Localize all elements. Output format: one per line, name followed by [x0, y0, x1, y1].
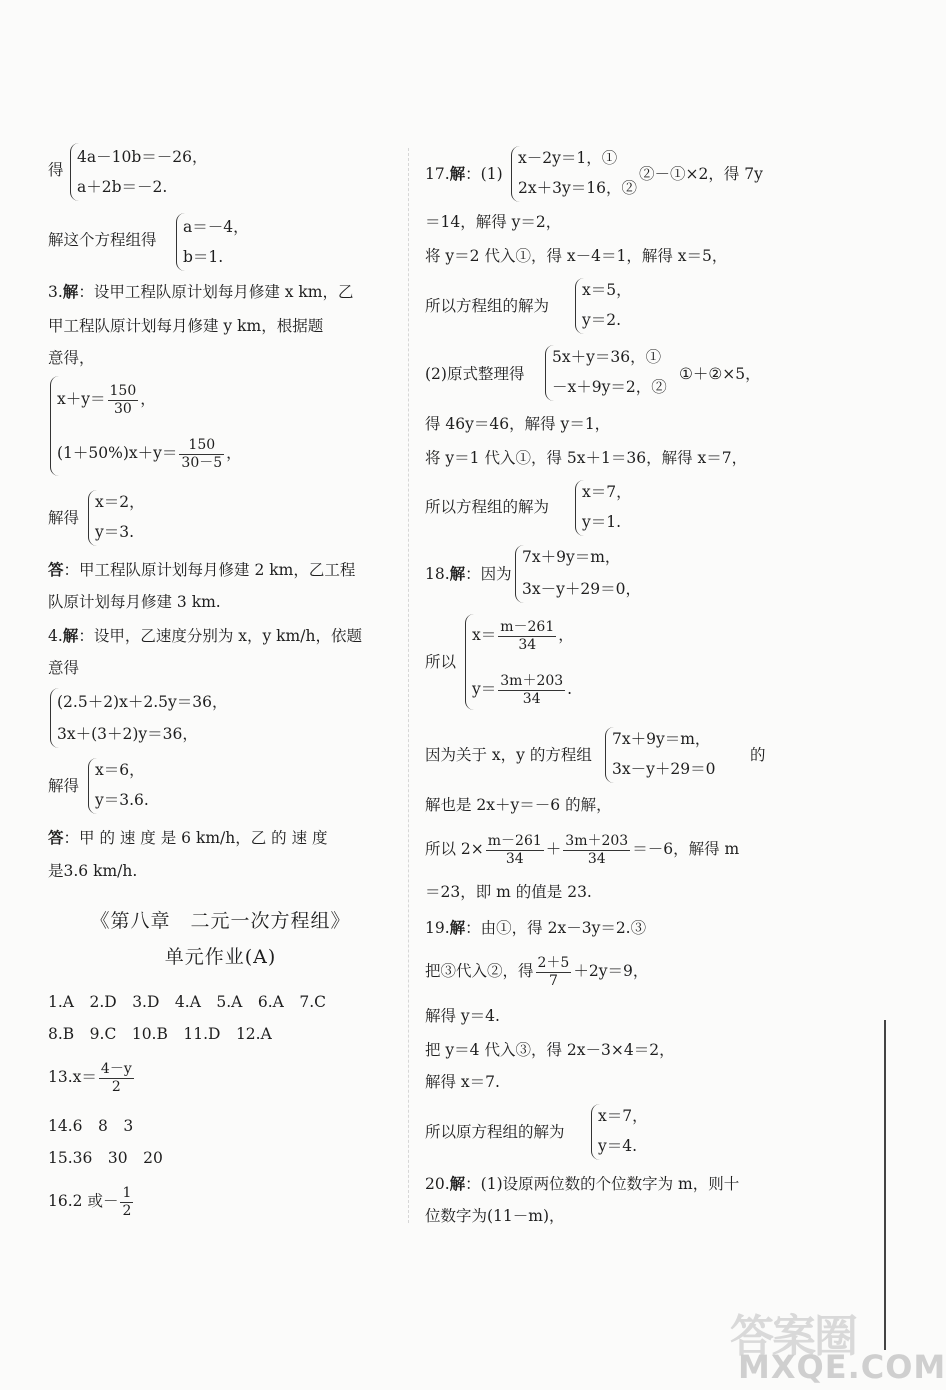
equation-system — [50, 376, 311, 476]
fraction: $\frac{2+5}{7}$ — [537, 954, 570, 989]
equation: a＝－4， — [183, 218, 249, 236]
answer-15: 15.36 30 20 — [48, 1149, 163, 1167]
text-line: 队原计划每月修建 3 km. — [48, 593, 221, 611]
text-line: ＝23，即 m 的值是 23. — [425, 883, 592, 901]
equation: 3x＋(3＋2)y＝36， — [57, 725, 198, 743]
fraction: $\frac{3m+203}{34}$ — [500, 672, 564, 707]
text-line: 解得 y＝4. — [425, 1007, 500, 1025]
equation-system — [545, 345, 681, 401]
equation: x＝7， — [582, 483, 632, 501]
question-19-line: 19.解：由①，得 2x－3y＝2.③ — [425, 918, 647, 937]
solution-system — [575, 278, 666, 334]
fraction: $\frac{m-261}{34}$ — [500, 618, 555, 653]
question-3-line: 3.解：设甲工程队原计划每月修建 x km，乙 — [48, 282, 354, 301]
text-line: 解得 x＝7. — [425, 1073, 500, 1091]
equation: x＝5， — [582, 281, 632, 299]
answer-16: 16.2 或－ $\frac{1}{2}$ — [48, 1184, 132, 1219]
equation: x＋y＝ $\frac{150}{30}$ ， — [57, 382, 156, 417]
solution-system — [591, 1104, 682, 1160]
equation: y＝3.6. — [95, 791, 149, 809]
equation: x＝ $\frac{m-261}{34}$ ， — [472, 618, 574, 653]
question-20-line: 20.解：(1)设原两位数的个位数字为 m，则十 — [425, 1174, 740, 1193]
equation: y＝3. — [95, 523, 135, 541]
solution-system — [88, 490, 199, 546]
fraction: $\frac{150}{30-5}$ — [181, 436, 223, 471]
equation: 4a－10b＝－26， — [77, 148, 208, 166]
text-line: ＝14，解得 y＝2， — [425, 213, 562, 231]
question-18-line: 18.解：因为 — [425, 564, 512, 583]
text-line: 因为关于 x，y 的方程组 — [425, 746, 592, 764]
text-line: 甲工程队原计划每月修建 y km，根据题 — [48, 317, 324, 335]
equation: y＝2. — [582, 311, 622, 329]
text-line: ②－①×2，得 7y — [639, 165, 763, 183]
answer-13: 13.x＝ $\frac{4-y}{2}$ — [48, 1060, 132, 1095]
text-line: 的 — [750, 746, 766, 764]
equation: －x＋9y＝2，② — [552, 378, 667, 396]
equation: a＋2b＝－2. — [77, 178, 168, 196]
equation: x－2y＝1，① — [518, 149, 618, 167]
text-line: ①＋②×5， — [679, 365, 761, 383]
fraction: $\frac{m-261}{34}$ — [487, 832, 542, 867]
text-line: 解得 — [48, 509, 80, 527]
equation: b＝1. — [183, 248, 224, 266]
answer-line: 答：甲 的 速 度 是 6 km/h，乙 的 速 度 — [48, 828, 328, 847]
equation: 7x＋9y＝m， — [612, 730, 711, 748]
watermark-logo — [720, 1300, 946, 1386]
text-line: 意得 — [48, 659, 80, 677]
solution-system — [176, 213, 297, 271]
text-de: 得 — [48, 161, 64, 179]
text-line: (2)原式整理得 — [425, 365, 525, 383]
fraction: $\frac{3m+203}{34}$ — [565, 832, 629, 867]
unit-title: 单元作业(A) — [164, 946, 277, 968]
text-line: 所以原方程组的解为 — [425, 1123, 565, 1141]
question-4-line: 4.解：设甲，乙速度分别为 x，y km/h，依题 — [48, 626, 362, 645]
equation-system — [465, 614, 616, 710]
equation: y＝1. — [582, 513, 622, 531]
equation: x＝6， — [95, 761, 145, 779]
text-line: 位数字为(11－m)， — [425, 1207, 565, 1225]
text-line: 解这个方程组得 — [48, 231, 157, 249]
text-line: 把 y＝4 代入③，得 2x－3×4＝2， — [425, 1041, 675, 1059]
text-line: 得 46y＝46，解得 y＝1， — [425, 415, 611, 433]
text-line: 解也是 2x＋y＝－6 的解， — [425, 796, 612, 814]
fraction: $\frac{1}{2}$ — [122, 1184, 132, 1219]
equation-system — [605, 727, 741, 783]
text-line: 所以方程组的解为 — [425, 297, 550, 315]
equation-system — [70, 143, 271, 201]
answer-14: 14.6 8 3 — [48, 1117, 134, 1135]
text-line: 是3.6 km/h. — [48, 862, 138, 880]
text-line: 将 y＝1 代入①，得 5x＋1＝36，解得 x＝7， — [425, 449, 748, 467]
equation-system — [515, 545, 666, 603]
fraction: $\frac{150}{30}$ — [109, 382, 137, 417]
equation: (1＋50%)x＋y＝ $\frac{150}{30-5}$ ， — [57, 436, 242, 471]
text-line: 解得 — [48, 777, 80, 795]
equation-line: 所以 2× $\frac{m-261}{34}$ ＋ $\frac{3m+203}{34}$ ＝－6，解得 m — [425, 832, 740, 867]
equation: (2.5＋2)x＋2.5y＝36， — [57, 693, 228, 711]
equation: 5x＋y＝36，① — [552, 348, 662, 366]
column-divider — [408, 148, 409, 1223]
equation: y＝4. — [598, 1137, 638, 1155]
text-line: 所以 — [425, 653, 457, 671]
equation: x＝2， — [95, 493, 145, 511]
text-line: 意得， — [48, 349, 95, 367]
equation-line: 把③代入②，得 $\frac{2+5}{7}$ ＋2y＝9， — [425, 954, 649, 989]
watermark-url: MXQE.COM — [738, 1348, 946, 1386]
solution-system — [88, 758, 199, 814]
equation: 7x＋9y＝m， — [522, 548, 621, 566]
answer-line: 答：甲工程队原计划每月修建 2 km，乙工程 — [48, 560, 356, 579]
equation: 3x－y＋29＝0， — [522, 580, 641, 598]
text-line: 将 y＝2 代入①，得 x－4＝1，解得 x＝5， — [425, 247, 728, 265]
chapter-title: 《第八章 二元一次方程组》 — [90, 910, 351, 932]
equation: 2x＋3y＝16，② — [518, 179, 637, 197]
text-line: 所以方程组的解为 — [425, 498, 550, 516]
fraction: $\frac{4-y}{2}$ — [100, 1060, 132, 1095]
equation: y＝ $\frac{3m+203}{34}$ . — [472, 672, 573, 707]
equation: 3x－y＋29＝0 — [612, 760, 716, 778]
equation-system — [511, 146, 647, 202]
solution-system — [575, 480, 666, 536]
answer-row: 1.A 2.D 3.D 4.A 5.A 6.A 7.C — [48, 993, 327, 1011]
equation-system — [50, 688, 291, 748]
question-17-line: 17.解：(1) — [425, 164, 503, 183]
equation: x＝7， — [598, 1107, 648, 1125]
answer-row: 8.B 9.C 10.B 11.D 12.A — [48, 1025, 272, 1043]
watermark-text: 答案圈 — [730, 1311, 856, 1362]
